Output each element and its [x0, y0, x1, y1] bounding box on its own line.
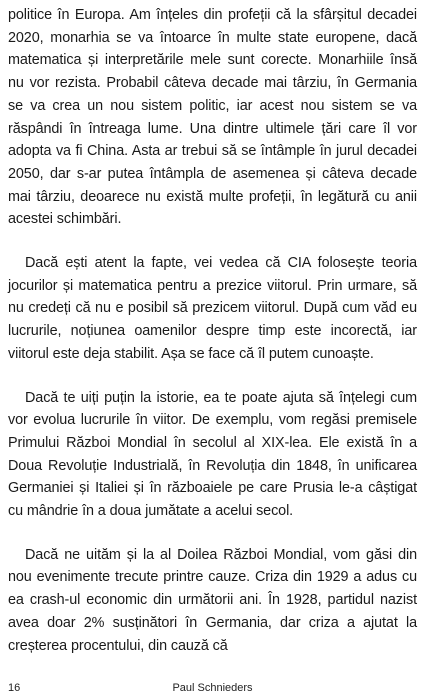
- paragraph-gap: [8, 523, 417, 544]
- paragraph-cia: Dacă ești atent la fapte, vei vedea că CIA folosește teoria jocurilor și matematica pentru a prezice viitorul. Prin urmare, să nu credeți că nu e posibil să prezicem viitorul. După cum văd eu lucrurile, noțiunea oamenilor despre timp este incorectă, iar viitorul este deja stabilit. Așa se face că îl putem cunoaște.: [8, 255, 417, 362]
- paragraph-continued: politice în Europa. Am înțeles din profeții că la sfârșitul decadei 2020, monarhia se va întoarce în multe state europene, dacă matematica și interpretările mele sunt corecte. Monarhiile însă nu vor rezista. Probabil câteva decade mai târziu, în Germania se va crea un nou sistem politic, iar acest nou sistem se va răspândi în întreaga lume. Una dintre ultimele țări care îl vor adopta va fi China. Asta ar trebui să se întâmple în jurul decadei 2050, dar s-ar putea întâmpla de asemenea și câteva decade mai târziu, deoarece nu există multe profeții, în legătură cu anii acestei schimbări.: [8, 7, 417, 228]
- paragraph-gap: [8, 366, 417, 387]
- body-text: [8, 4, 417, 657]
- paragraph-history: Dacă te uiți puțin la istorie, ea te poate ajuta să înțelegi cum vor evolua lucrurile în viitor. De exemplu, vom regăsi premisele Primului Război Mondial în secolul al XIX-lea. Ele există în a Doua Revoluție Industrială, în Revoluția din 1848, în unificarea Germaniei și Italiei și în războaiele pe care Prusia le-a câștigat cu mândrie în a doua jumătate a acelui secol.: [8, 389, 417, 520]
- page-number: 16: [8, 682, 21, 694]
- paragraph-gap: [8, 231, 417, 252]
- paragraph-ww2: Dacă ne uităm și la al Doilea Război Mondial, vom găsi din nou evenimente trecute printre cauze. Criza din 1929 a adus cu ea crash-ul economic din următorii ani. În 1928, partidul nazist avea doar 2% susținători în Germania, dar criza a ajutat la creșterea procentului, din cauză că: [8, 546, 417, 654]
- running-footer-author: Paul Schnieders: [172, 682, 253, 694]
